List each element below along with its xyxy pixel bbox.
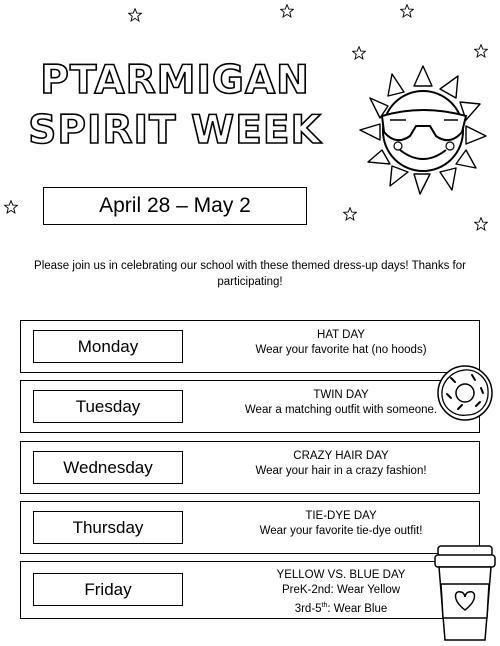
- day-name: Wednesday: [63, 457, 153, 477]
- day-info: [196, 328, 486, 358]
- star-icon: [474, 44, 488, 58]
- day-theme: YELLOW VS. BLUE DAY: [276, 569, 406, 581]
- day-info: [196, 509, 486, 539]
- day-label-box: [33, 511, 183, 544]
- day-label-box: [33, 573, 183, 606]
- day-name: Tuesday: [75, 396, 141, 416]
- sun-with-sunglasses-icon: [358, 64, 488, 196]
- day-description: Wear your favorite hat (no hoods): [255, 344, 427, 356]
- star-icon: [4, 200, 18, 214]
- star-icon: [400, 4, 414, 18]
- day-theme: TIE-DYE DAY: [305, 510, 377, 522]
- day-theme: CRAZY HAIR DAY: [293, 450, 389, 462]
- star-icon: [343, 207, 357, 221]
- day-info: [196, 449, 486, 479]
- day-label-box: [33, 390, 183, 423]
- day-name: Monday: [77, 336, 139, 356]
- day-row-friday: [20, 561, 480, 619]
- day-name: Thursday: [72, 517, 144, 537]
- coffee-cup-icon: [432, 540, 498, 644]
- day-label-box: [33, 330, 183, 363]
- day-row-wednesday: [20, 441, 480, 494]
- date-range-box: [43, 187, 307, 225]
- star-icon: [280, 4, 294, 18]
- day-description-2: 3rd-5th: Wear Blue: [294, 602, 388, 615]
- title-line-2: SPIRIT WEEK: [28, 108, 322, 153]
- star-icon: [352, 46, 366, 60]
- day-label-box: [33, 451, 183, 484]
- day-row-tuesday: [20, 380, 480, 433]
- day-row-thursday: [20, 501, 480, 554]
- day-name: Friday: [84, 579, 132, 599]
- star-icon: [128, 8, 142, 22]
- day-theme: HAT DAY: [317, 329, 365, 341]
- day-row-monday: [20, 320, 480, 373]
- day-description: PreK-2nd: Wear Yellow: [281, 584, 401, 596]
- day-description: Wear a matching outfit with someone.: [244, 404, 438, 416]
- donut-icon: [436, 364, 494, 422]
- title-line-1: PTARMIGAN: [40, 58, 310, 103]
- date-range: April 28 – May 2: [99, 194, 251, 217]
- intro-text: Please join us in celebrating our school with these themed dress-up days! Thanks for participating!: [34, 260, 466, 288]
- day-description: Wear your favorite tie-dye outfit!: [259, 525, 423, 537]
- day-theme: TWIN DAY: [313, 389, 369, 401]
- day-description: Wear your hair in a crazy fashion!: [255, 465, 427, 477]
- star-icon: [474, 217, 488, 231]
